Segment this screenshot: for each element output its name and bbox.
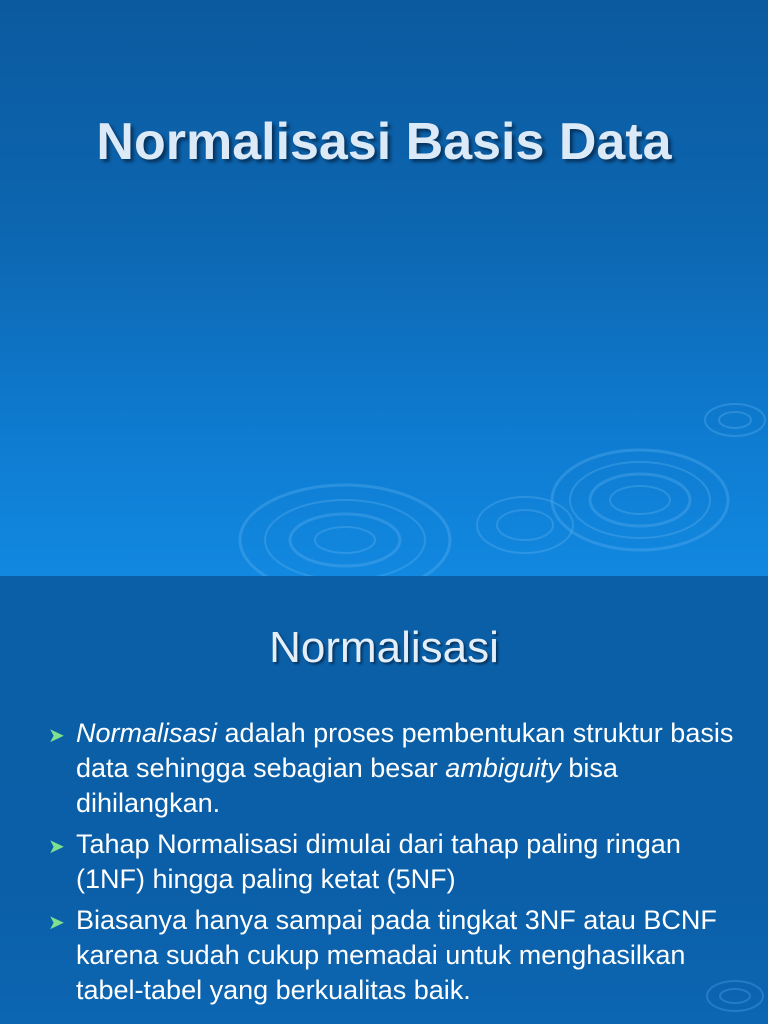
bullet-item	[46, 716, 746, 821]
chevron-right-icon: ➤	[48, 725, 65, 747]
bullet-term: ambiguity	[445, 753, 561, 783]
chevron-right-icon: ➤	[48, 912, 65, 934]
bullet-text: bisa dihilangkan.	[76, 753, 618, 818]
content-slide	[0, 576, 768, 1024]
bullet-text: adalah proses pembentukan struktur basis data sehingga sebagian besar	[76, 718, 734, 783]
bullet-item	[46, 827, 746, 897]
bullet-term: Normalisasi	[76, 718, 218, 748]
bullet-text: Tahap Normalisasi dimulai dari tahap paling ringan (1NF) hingga paling ketat (5NF)	[76, 829, 681, 894]
bullet-text: Biasanya hanya sampai pada tingkat 3NF atau BCNF karena sudah cukup memadai untuk menghasilkan tabel-tabel yang berkualitas baik.	[76, 905, 717, 1005]
bullet-item	[46, 903, 746, 1008]
slide-heading: Normalisasi	[269, 623, 499, 672]
chevron-right-icon: ➤	[48, 836, 65, 858]
slide-title: Normalisasi Basis Data	[96, 113, 672, 171]
bullet-list	[46, 716, 746, 1014]
